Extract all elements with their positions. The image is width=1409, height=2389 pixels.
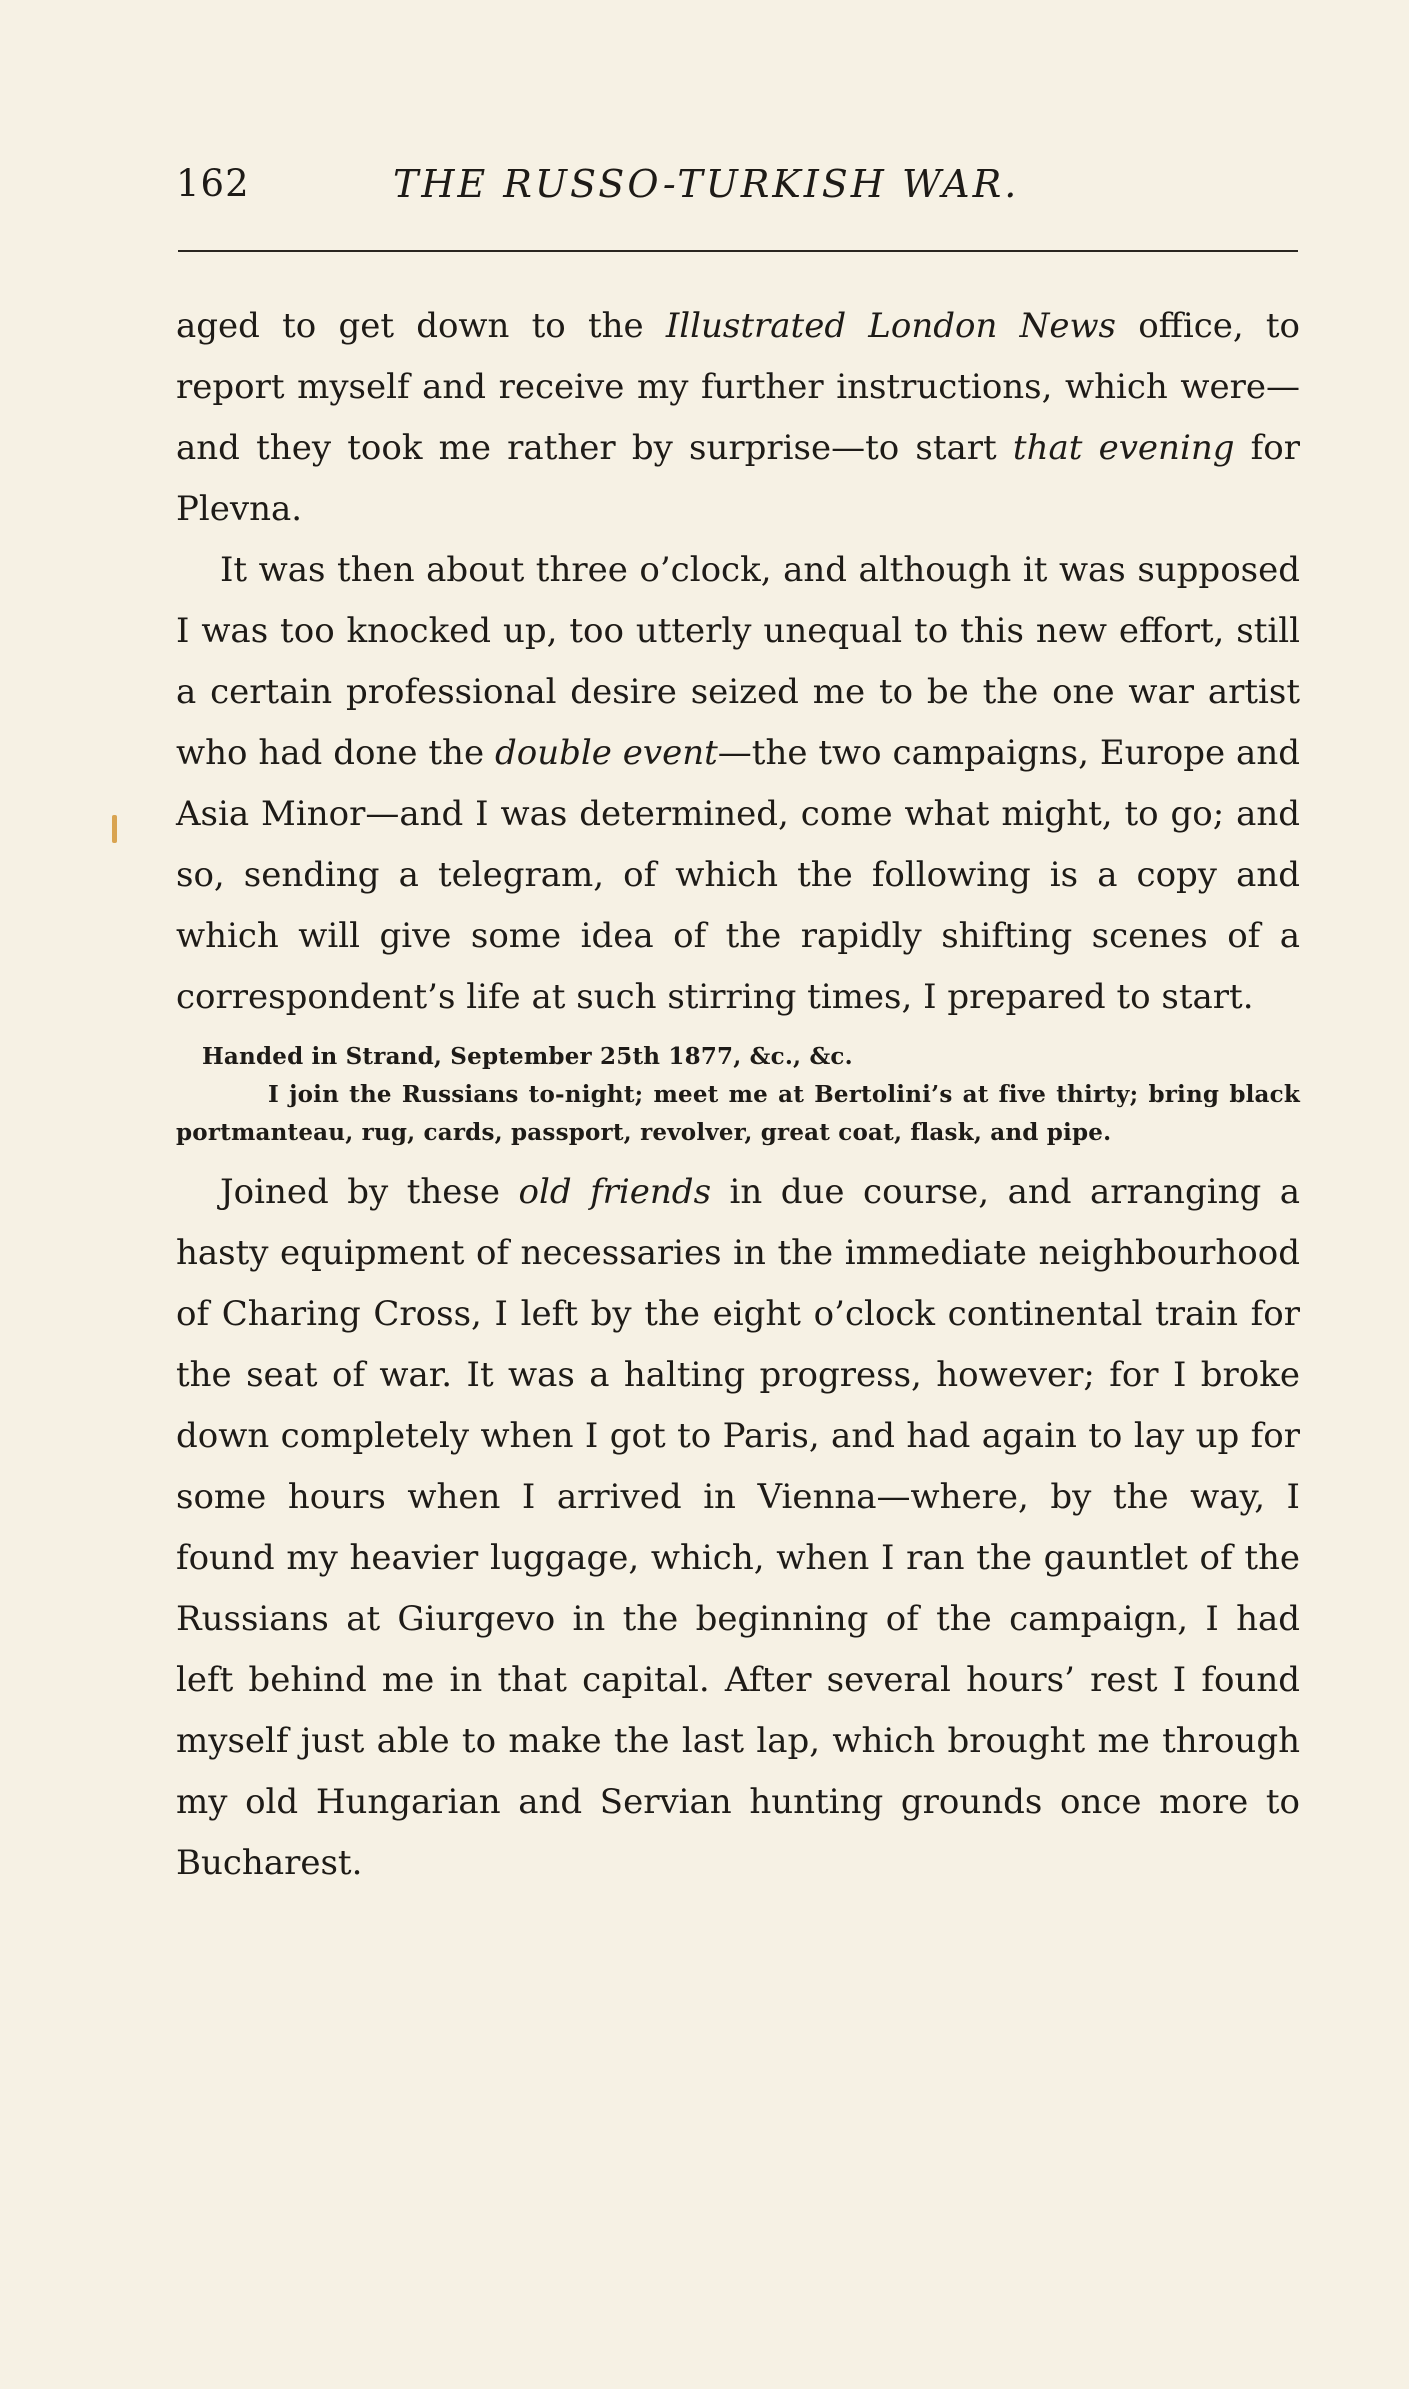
telegram-heading: Handed in Strand, September 25th 1877, &c., &c.: [202, 1043, 853, 1070]
paragraph: [176, 540, 1300, 1028]
header-rule: [178, 250, 1298, 252]
emphasis-text: that evening: [1012, 428, 1235, 468]
telegram-body: I join the Russians to-night; meet me at Bertolini’s at five thirty; bring black portmanteau, rug, cards, passport, revolver, great coat, flask, and pipe.: [176, 1081, 1300, 1146]
page-number: 162: [176, 162, 250, 205]
paragraph: [176, 1162, 1300, 1894]
text-run: Joined by these: [220, 1172, 519, 1212]
publication-title: Illustrated London News: [665, 306, 1116, 346]
page-header: [176, 162, 1296, 222]
text-run: It was then about three o’clock, and although it was supposed I was too knocked up, too utterly unequal to this new effort, still a certain professional desire seized me to be the one war artist who had done the: [176, 550, 1300, 773]
text-run: aged to get down to the: [176, 306, 666, 346]
paragraph-continuation: [176, 296, 1300, 540]
running-title: THE RUSSO-TURKISH WAR.: [393, 162, 1020, 206]
text-run: office, to report myself and receive my further instructions, which were—and they took me rather by surprise—to start: [176, 306, 1300, 468]
emphasis-text: old friends: [518, 1172, 712, 1212]
text-run: —the two campaigns, Europe and Asia Minor—and I was determined, come what might, to go; and so, sending a telegram, of which the following is a copy and which will give some idea of the rapidly shifting scenes of a correspondent’s life at such stirring times, I prepared to start.: [176, 733, 1300, 1017]
text-run: in due course, and arranging a hasty equipment of necessaries in the immediate neighbourhood of Charing Cross, I left by the eight o’clock continental train for the seat of war. It was a halting progress, however; for I broke down completely when I got to Paris, and had again to lay up for some hours when I arrived in Vienna—where, by the way, I found my heavier luggage, which, when I ran the gauntlet of the Russians at Giurgevo in the beginning of the campaign, I had left behind me in that capital. After several hours’ rest I found myself just able to make the last lap, which brought me through my old Hungarian and Servian hunting grounds once more to Bucharest.: [176, 1172, 1301, 1883]
margin-mark: [112, 815, 117, 843]
telegram-quote: [176, 1038, 1300, 1152]
body-text: [176, 296, 1300, 1894]
emphasis-text: double event: [494, 733, 718, 773]
text-run: for Plevna.: [176, 428, 1300, 529]
